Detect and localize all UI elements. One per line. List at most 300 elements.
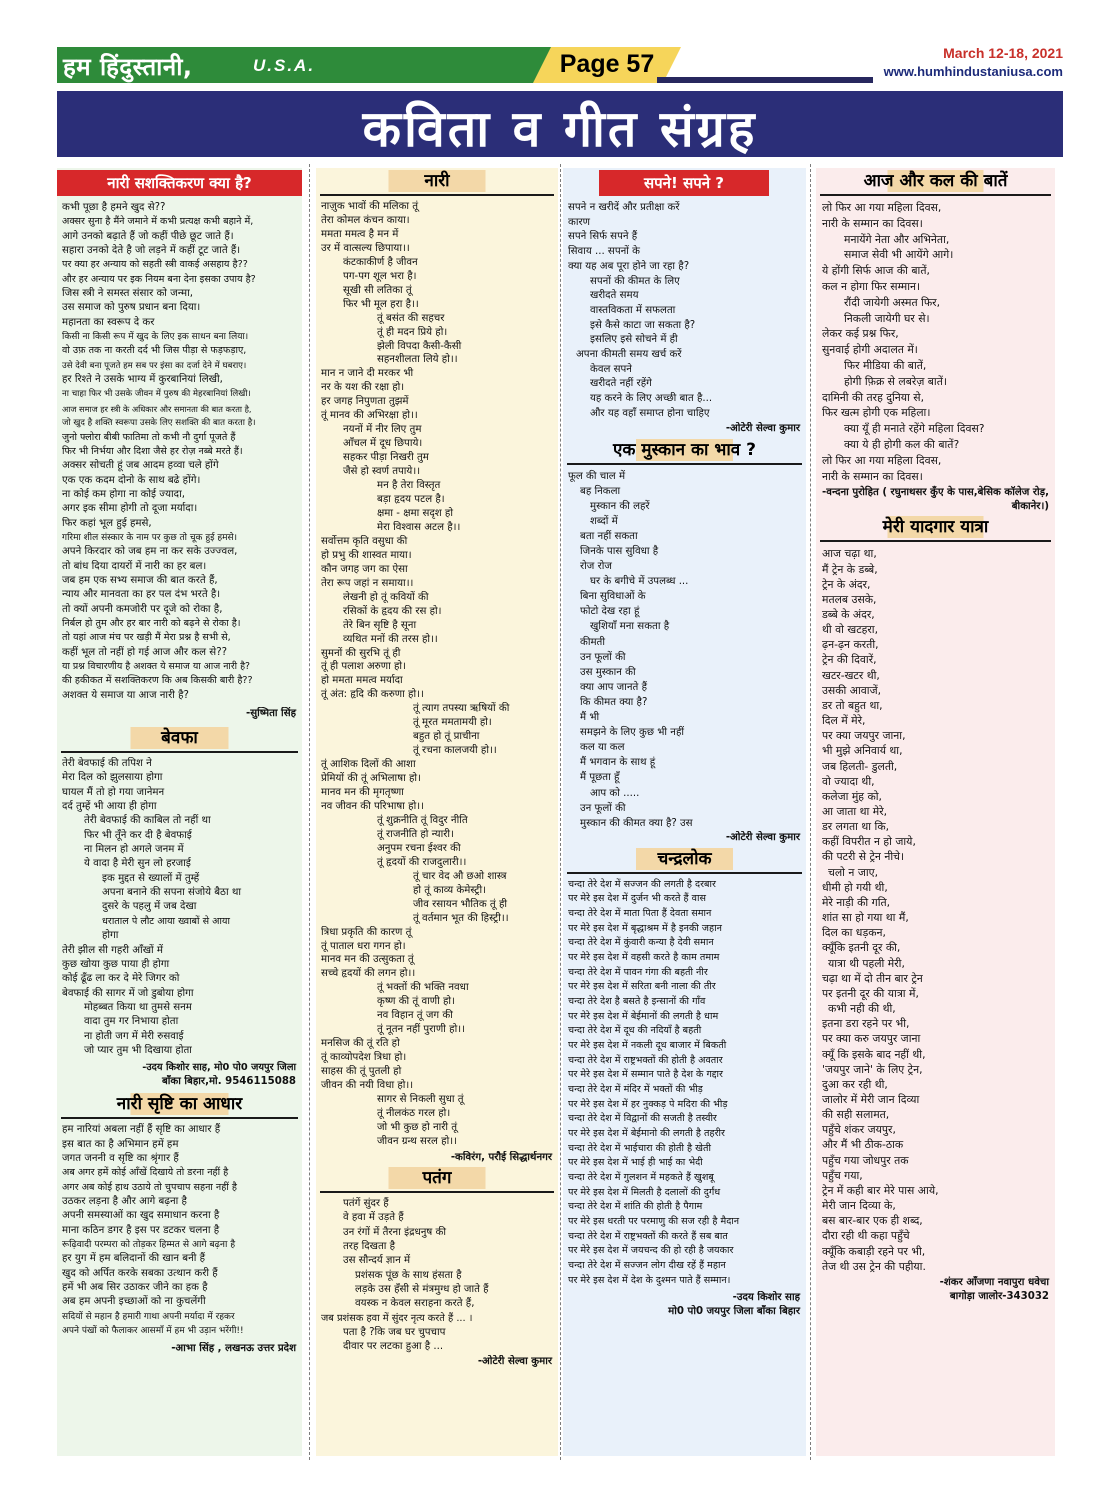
poem-line: पर मेरे इस देश में सम्मान पाते है देश के गद्दार <box>568 1069 723 1081</box>
poem-line: सच्चे हृदयों की लगन हो।। <box>321 968 416 980</box>
poem-line: और हर अन्याय पर इक नियम बना देना इसका उपाय है? <box>62 273 256 285</box>
poem-line: या प्रश्न विचारणीय है अशक्त ये समाज या आज नारी है? <box>62 661 251 672</box>
poem-line: की हकीकत में सशक्तिकरण कि अब किसकी बारी है?? <box>62 675 253 687</box>
poem-line: फोटो देख रहा हूं <box>580 606 640 618</box>
poem-line: अपना कीमती समय खर्च करें <box>576 349 682 361</box>
poem-line: उन रंगों में तैरना इंद्रधनुष की <box>343 1226 447 1238</box>
header-divider <box>657 77 873 83</box>
poem-line: मेरा विश्वास अटल है।। <box>377 521 461 533</box>
poem-line: पर क्या करु जयपुर जाना <box>822 1032 921 1046</box>
poem-line: तेरी झील सी गहरी आँखों में <box>62 944 164 956</box>
poem-line: क्यूँकि कबाड़ी रहने पर भी, <box>822 1244 926 1258</box>
poem-line: समाज सेवी भी आयेंगे आगे। <box>844 248 954 262</box>
poem-line: दिल का धड़कन, <box>822 926 886 940</box>
poem-line: चन्दा तेरे देश में गुलशन में महकते हैं खुशबू <box>568 1171 714 1183</box>
poem-line: अक्सर सोचती हूं जब आदम हव्वा चले होंगे <box>62 460 219 472</box>
poem-line: तो यहां आज मंच पर खड़ी मैं मेरा प्रश्न है सभी से, <box>62 632 231 644</box>
poem-line: कल न होगा फिर सम्मान। <box>822 279 921 293</box>
poem-line: उन फूलों की <box>580 802 626 814</box>
poem-line: तूं ही पलाश अरुणा हो। <box>321 661 406 673</box>
poem-line: सूखी सी लतिका तूं <box>343 284 412 296</box>
poem-body <box>563 201 806 422</box>
poem-line: शांत सा हो गया था मैं, <box>822 911 909 925</box>
poem-author: -ओटेरी सेल्वा कुमार <box>725 831 800 843</box>
poem-line: डर लगता था कि, <box>822 820 890 834</box>
poem-body <box>316 1197 558 1355</box>
poem-line: पर मेरे इस देश में देश के दुश्मन पाते हैं सम्मान। <box>568 1274 731 1286</box>
poem-line: न्याय और मानवता का हर पल दंभ भरते है। <box>62 589 221 601</box>
poem-line: जिनके पास सुविधा है <box>580 546 659 558</box>
poem-line: उसे देवी बना पूजते हम सब पर इंसा का दर्जा देने में घबराए। <box>62 360 247 371</box>
poem-line: की पटरी से ट्रेन नीचे। <box>822 850 905 864</box>
poem-line: चन्दा तेरे देश में मंदिर में भक्तों की भीड़ <box>568 1083 703 1095</box>
poem-line: तेरा रूप जहां न समाया।। <box>321 577 414 589</box>
poem-line: तेज थी उस ट्रेन की पहीया. <box>822 1259 926 1273</box>
poem-line: कल या कल <box>580 742 625 754</box>
poem-line: तूं राजनीति हो न्यारी। <box>377 828 454 840</box>
column-separator <box>560 164 561 1460</box>
poem-line: लेकर कई प्रश्न फिर, <box>822 327 899 341</box>
poem-line: रौंदी जायेगी अस्मत फिर, <box>844 295 941 309</box>
poem-line: हर जगह निपुणता तुझमें <box>321 396 409 408</box>
poem-line: हो ममता ममत्व मर्यादा <box>321 675 403 687</box>
poem-line: क्या यह अब पूरा होने जा रहा है? <box>568 260 690 272</box>
poem-line: निकली जायेगी घर से। <box>844 311 930 325</box>
poem-line: हो तूं काव्य केमेस्ट्री। <box>413 884 486 896</box>
poem-line: और मैं भी ठीक-ठाक <box>822 1138 904 1152</box>
poem-line: उसकी आवाजें, <box>822 683 882 697</box>
poem-line: कंटकाकीर्ण है जीवन <box>343 256 418 268</box>
poem-author: -कविरंग, परौई सिद्धार्थनगर <box>450 1151 552 1163</box>
poem-line: केवल सपने <box>590 363 632 375</box>
poem-line: अगर अब कोई हाथ उठाये तो चुपचाप सहना नहीं है <box>62 1181 237 1193</box>
poem-line: तूं हृदयों की राजदुलारी।। <box>377 856 467 868</box>
poem-line: अपने पंखों को फैलाकर आसमाँ में हम भी उड़ान भरेंगी!! <box>62 1326 244 1337</box>
poem-line: दौरा रही थी कहा पहुँचे <box>822 1229 910 1243</box>
poem-author: -उदय किशोर साह, मो0 पो0 जयपुर जिला <box>142 1062 296 1074</box>
poem-line: इसे कैसे काटा जा सकता है? <box>590 319 696 331</box>
poem-line: मानव मन की उत्सुकता तूं <box>321 954 414 966</box>
poem-line: खरीदते नहीं रहेंगे <box>590 378 652 390</box>
title-rule <box>320 194 554 196</box>
poem-line: पर मेरे इस देश में सरिता बनी नाला की तीर <box>568 981 716 993</box>
poem-line: तूं मूरत ममतामयी हो। <box>413 717 492 729</box>
poem-line: उर में वात्सल्य छिपाया।। <box>321 242 410 254</box>
poem-line: जैसे हो स्वर्ण तपाये।। <box>343 466 421 478</box>
poem-line: बस बार-बार एक ही शब्द, <box>822 1214 923 1228</box>
website-link[interactable]: www.humhindustaniusa.com <box>883 64 1063 79</box>
poem-line: डब्बे के अंदर, <box>822 607 875 621</box>
poem-line: मन है तेरा विस्तृत <box>377 480 441 492</box>
poem-line: हर युग में हम बलिदानों की खान बनी हैं <box>62 1253 206 1265</box>
poem-body <box>563 878 806 1288</box>
poem-line: ट्रेन की दिवारें, <box>822 653 877 667</box>
poem-line: तूं रचना कालजयी हो।। <box>413 745 497 757</box>
poem-line: पर मेरे इस देश में दुर्जन भी करते हैं वास <box>568 893 706 905</box>
title-rule <box>61 751 298 753</box>
title-rule <box>567 463 802 465</box>
poem-line: ट्रेन में कही बार मेरे पास आये, <box>822 1183 939 1197</box>
poem-line: आज चढ़ा था, <box>822 547 877 561</box>
poem-line: महानता का स्वरूप दे कर <box>62 316 155 328</box>
poem-line: सहारा उनको देते है जो लड़ने में कहीं टूट जाते हैं। <box>62 245 241 257</box>
poem-line: सहनशीलता लिये हो।। <box>377 354 458 366</box>
poem-author: -वन्दना पुरोहित ( रघुनाथसर कुँए के पास,बेसिक कॉलेज रोड़, बीकानेर।) <box>822 487 1049 513</box>
poem-line: जीवन ग्रन्थ सरल हो।। <box>377 1135 457 1147</box>
poem-line: अनुपम रचना ईश्वर की <box>377 842 461 854</box>
poem-line: मोहब्बत किया था तुमसे सनम <box>84 1001 192 1013</box>
poem-line: लो फिर आ गया महिला दिवस, <box>822 453 942 467</box>
poem-line: यात्रा थी पहली मेरी, <box>828 956 905 970</box>
poem-line: समझने के लिए कुछ भी नहीं <box>580 727 684 739</box>
poem-line: रूढ़िवादी परम्परा को तोड़कर हिम्मत से आगे बढ़ना है <box>62 1239 236 1250</box>
poem-title: चन्द्रलोक <box>563 848 806 870</box>
poem-line: प्रशंसक पूंछ के साथ हंसता है <box>355 1269 462 1281</box>
poem-line: त्रिधा प्रकृति की कारण तूं <box>321 926 412 938</box>
poem-line: उस सौन्दर्य ज्ञान में <box>343 1255 411 1267</box>
poem-line: मैं ट्रेन के डब्बे, <box>822 562 878 576</box>
poem-line: माना कठिन डगर है इस पर डटकर चलना है <box>62 1224 220 1236</box>
masthead-usa: U.S.A. <box>253 56 316 75</box>
poem-line: आप को ..... <box>590 787 640 799</box>
poem-line: डर तो बहुत था, <box>822 698 883 712</box>
poem-line: तूं अंत: हृदि की करुणा हो।। <box>321 689 424 701</box>
poem-line: तरह दिखता है <box>343 1240 396 1252</box>
poem-line: होगा <box>102 930 119 942</box>
poem-line: क्षमा - क्षमा सदृश हो <box>377 507 453 519</box>
poem-line: चलो न जाए, <box>828 865 879 879</box>
poem-line: अपना बनाने की सपना संजोये बैठा था <box>102 887 241 899</box>
poem-line: दर्द तुम्हें भी आया ही होगा <box>62 801 157 813</box>
poem-line: सपने न खरीदें और प्रतीक्षा करें <box>568 202 680 213</box>
poem-line: कोई ढूँढ ला कर दे मेरे जिगर को <box>62 973 180 985</box>
poem-line: मुस्कान की कीमत क्या है? उस <box>580 817 693 829</box>
poem-author: -आभा सिंह , लखनऊ उत्तर प्रदेश <box>171 1343 296 1355</box>
poem-line: ट्रेन के अंदर, <box>822 577 871 591</box>
poem-line: जब हम एक सभ्य समाज की बात करते हैं, <box>62 574 218 586</box>
poem-line: मानव मन की मृगतृष्णा <box>321 787 404 799</box>
poem-line: यह करने के लिए अच्छी बात है... <box>590 393 713 405</box>
poem-line: साहस की तूं पुतली हो <box>321 1066 402 1078</box>
poem-line: सागर से निकली सुधा तूं <box>377 1094 464 1105</box>
poem-line: दुआ कर रही थी, <box>822 1077 888 1091</box>
poem-line: उस समाज को पुरुष प्रधान बना दिया। <box>62 302 201 314</box>
poem-line: की सही सलामत, <box>822 1108 890 1122</box>
poem-line: वे हवा में उड़ते हैं <box>343 1212 404 1224</box>
poem-line: तेरा कोमल कंचन काया। <box>321 214 410 226</box>
poem-line: फिर भी निर्भया और दिशा जैसे हर रोज़ नब्बे मरते हैं। <box>62 445 243 457</box>
poem-line: नव जीवन की परिभाषा हो।। <box>321 800 424 812</box>
poem-body <box>57 201 302 703</box>
poem-line: चढ़ा था में दो तीन बार ट्रेन <box>822 971 923 985</box>
poem-line: अपने किरदार को जब हम ना कर सके उज्ज्वल, <box>62 546 238 558</box>
poem-line: तो बांध दिया दायरों में नारी का हर बल। <box>62 560 207 572</box>
poem-line: फूल की चाल में <box>568 470 626 482</box>
poem-line: खुद को अर्पित करके सबका उत्थान करी हैं <box>62 1267 218 1279</box>
masthead-bar <box>57 47 1063 83</box>
poem-line: जगत जननी व सृष्टि का श्रृंगार हैं <box>62 1152 179 1164</box>
poem-line: किसी ना किसी रूप में खुद के लिए इक साधन बना लिया। <box>62 332 249 343</box>
poem-line: पर मेरे इस देश में बृद्धाश्रम में है इनकी जहान <box>568 922 722 934</box>
poem-line: रसिकों के हृदय की रस हो। <box>343 605 442 617</box>
poem-line: चन्दा तेरे देश में कुंवारी कन्या है देवी समान <box>568 937 714 949</box>
poem-line: आ जाता था मेरे, <box>822 805 888 818</box>
poem-line: कभी पूछा है हमने खुद से?? <box>62 202 166 213</box>
poem-line: तो क्यों अपनी कमजोरी पर दूजे को रोका है, <box>62 603 223 615</box>
poem-line: तूं नूतन नहीं पुराणी हो।। <box>377 1024 465 1036</box>
poem-line: ना मिलन हो अगले जनम में <box>84 844 184 856</box>
poem-line: इतना डरा रहने पर भी, <box>822 1017 910 1031</box>
column-separator <box>309 164 310 1460</box>
column-4 <box>816 168 1055 1456</box>
poem-line: जो प्यार तुम भी दिखाया होता <box>84 1044 192 1056</box>
poem-line: निर्बल हो तुम और हर बार नारी को बढ़ने से रोका है। <box>62 617 241 629</box>
poem-line: चन्दा तेरे देश में भाईचारा की होती है खेती <box>568 1142 711 1154</box>
poem-line: नयनों में नीर लिए तुम <box>343 424 422 436</box>
poem-line: ये होंगी सिर्फ आज की बातें, <box>822 264 930 278</box>
poem-line: तूं नीलकंठ गरल हो। <box>377 1107 451 1119</box>
poem-body <box>563 469 806 831</box>
poem-line: सिवाय ... सपनों के <box>568 246 640 258</box>
poem-line: पर क्या जयपुर जाना, <box>822 729 906 743</box>
poem-line: वो उफ़ तक ना करती दर्द भी जिस पीड़ा से फड़फड़ाए, <box>62 345 247 357</box>
poem-line: अगर इक सीमा होगी तो दूजा मर्यादा। <box>62 503 198 515</box>
poem-line: जो भी कुछ हो नारी तूं <box>377 1121 458 1133</box>
poem-line: चन्दा तेरे देश में माता पिता हैं देवता समान <box>568 908 712 920</box>
poem-line: पहुँच गया जोधपुर तक <box>822 1153 909 1167</box>
poem-line: मुस्कान की लहरें <box>590 500 650 512</box>
poem-line: कहीं विपरीत न हो जाये, <box>822 835 916 849</box>
poem-line: पर मेरे इस धरती पर परमाणु की सज रही है मैदान <box>568 1215 740 1227</box>
poem-line: ना कोई कम होगा ना कोई ज्यादा, <box>62 488 185 500</box>
poem-line: पहुँचे शंकर जयपुर, <box>822 1123 896 1137</box>
poem-line: धीमी हो गयी थी, <box>822 880 888 894</box>
poem-line: मनसिज की तूं रति हो <box>321 1038 400 1050</box>
poem-line: क्या ये ही होगी कल की बातें? <box>844 437 960 451</box>
poem-line: पर मेरे इस देश में जयचन्द की हो रही है जयकार <box>568 1245 734 1257</box>
poem-line: मेरे नाड़ी की गति, <box>822 895 891 909</box>
poem-line: खटर-खटर थी, <box>822 668 880 682</box>
poem-line: इस बात का है अभिमान हमें हम <box>62 1138 179 1150</box>
poem-line: हम नारियां अबला नहीं हैं सृष्टि का आधार हैं <box>62 1124 221 1136</box>
poem-line: आँचल में दूध छिपाये। <box>343 438 423 450</box>
poem-line: जुनो फ्लोरा बीबी फातिमा तो कभी नौ दुर्गा पूजते हैं <box>62 431 236 443</box>
issue-date: March 12-18, 2021 <box>943 45 1063 61</box>
poem-line: चन्दा तेरे देश में पावन गंगा की बहती नीर <box>568 966 708 978</box>
poem-line: फिर कहां भूल हुई हमसे, <box>62 517 152 529</box>
poem-line: झेली विपदा कैसी-कैसी <box>377 340 462 352</box>
poem-line: क्यूँकि इतनी दूर की, <box>822 941 901 955</box>
title-rule <box>567 872 802 874</box>
poem-line: तूं चार वेद औ छओ शास्त्र <box>413 870 507 882</box>
poem-line: घायल मैं तो हो गया जानेमन <box>62 786 165 798</box>
poem-line: पतंगें सुंदर हैं <box>343 1197 389 1209</box>
poem-line: तूं आशिक दिलों की आशा <box>321 759 416 771</box>
poem-line: ना चाहा फिर भी उसके जीवन में पुरुष की मेहरबानियां लिखी। <box>62 389 251 400</box>
column-2 <box>316 168 558 1456</box>
poem-line: पर इतनी दूर की यात्रा में, <box>822 986 919 1000</box>
poem-line: फिर खत्म होगी एक महिला। <box>822 406 931 420</box>
poem-line: क्यूँ कि इसके बाद नहीं थी, <box>822 1047 926 1061</box>
poem-line: थी वो खटहरा, <box>822 623 879 637</box>
poem-line: पहुँच गया, <box>822 1168 863 1182</box>
poem-line: तूं शुक्रनीति तूं विदुर नीति <box>377 814 468 826</box>
page-number: Page 57 <box>559 50 655 78</box>
poem-line: लेखनी हो तूं कवियों की <box>343 591 429 603</box>
poem-line: आगे उनको बढ़ाते हैं जो कहीं पीछे छूट जाते हैं। <box>62 230 234 242</box>
poem-line: शब्दों में <box>590 515 618 527</box>
poem-line: बता नहीं सकता <box>580 530 638 542</box>
poem-line: मैं भी <box>580 712 600 724</box>
poem-line: 'जयपुर जाने' के लिए ट्रेन, <box>822 1062 923 1076</box>
poem-title: पतंग <box>316 1167 558 1189</box>
poem-line: इक मुद्दत से ख्यालों में तुम्हें <box>102 872 200 884</box>
poem-line: ना होती जग में मेरी रुसवाई <box>84 1030 184 1042</box>
poem-author: -ओटेरी सेल्वा कुमार <box>477 1355 552 1367</box>
poem-line: मान न जाने दी मरकर भी <box>321 368 414 380</box>
poem-line: रोज रोज <box>580 561 612 573</box>
title-rule <box>820 540 1051 542</box>
poem-line: अपनी समस्याओं का खुद समाधान करना है <box>62 1210 220 1222</box>
poem-line: जो खुद है शक्ति स्वरूपा उसके लिए सशक्ति की बात करता है। <box>62 418 256 429</box>
poem-line: तूं ही मदन प्रिये हो। <box>377 326 448 338</box>
poem-author-address: बागोड़ा जालोर-343032 <box>949 1290 1049 1302</box>
poem-body <box>57 1123 302 1338</box>
poem-line: जीव रसायन भौतिक तूं ही <box>413 898 507 910</box>
poem-author-address: बाँका बिहार,मो. 9546115088 <box>161 1076 296 1088</box>
poem-line: पर मेरे इस देश में बेईमानो की लगती है तहरीर <box>568 1127 725 1139</box>
poem-line: वास्तविकता में सफलता <box>590 304 676 316</box>
poem-line: बिना सुविधाओं के <box>580 591 646 603</box>
poem-author: -सुष्मिता सिंह <box>246 708 296 720</box>
poem-line: बह निकला <box>580 485 621 497</box>
poem-line: लड़के उस हँसी से मंत्रमुग्ध हो जाते हैं <box>355 1283 489 1295</box>
poem-line: तूं त्याग तपस्या ऋषियों की <box>413 703 510 715</box>
poem-line: फिर भी तूँने कर दी है बेवफाई <box>84 829 192 841</box>
poem-line: पर मेरे इस देश में वहसी करते है काम तमाम <box>568 952 720 964</box>
masthead-name: हम हिंदुस्तानी, <box>63 53 193 81</box>
poem-line: मैं भगवान के साथ हूं <box>580 757 656 769</box>
poem-line: तूं वर्तमान भूत की हिस्ट्री।। <box>413 912 509 924</box>
poem-line: नव विहान तूं जग की <box>377 1010 453 1022</box>
poem-line: सर्वोत्तम कृति वसुधा की <box>321 535 408 547</box>
poem-line: क्या आप जानते हैं <box>580 681 647 693</box>
poem-line: तूं बसंत की सहचर <box>377 312 445 324</box>
poem-line: बहुत हो तूं प्राचीना <box>413 731 480 743</box>
poem-title: बेवफा <box>57 727 302 749</box>
poem-line: तेरे बिन सृष्टि है सूना <box>343 619 417 631</box>
poem-title: सपने! सपने ? <box>599 170 769 196</box>
poem-line: सपनों की कीमत के लिए <box>590 275 680 287</box>
poem-line: फिर भी मूल हरा है।। <box>343 298 419 310</box>
poem-line: सुनवाई होगी अदालत में। <box>822 343 918 357</box>
poem-line: मैं पूछता हूँ <box>580 772 620 784</box>
poem-line: कुछ खोया कुछ पाया ही होगा <box>62 958 170 970</box>
poem-body <box>57 757 302 1058</box>
title-rule <box>320 1191 554 1193</box>
poem-line: इसलिए इसे सोचने में ही <box>590 334 678 346</box>
poem-line: ममता ममत्व है मन में <box>321 228 399 240</box>
poem-line: जिस स्त्री ने समस्त संसार को जन्मा, <box>62 288 193 300</box>
poem-line: जब हिलती- डुलती, <box>822 759 898 773</box>
poem-line: हमें भी अब सिर उठाकर जीने का हक है <box>62 1282 208 1294</box>
poem-line: पर मेरे इस देश में मिलती है दलालों की दुर्गंध <box>568 1186 721 1198</box>
poem-line: दुसरे के पहलु में जब देखा <box>102 901 197 913</box>
poem-line: खरीदते समय <box>590 290 639 302</box>
title-rule <box>61 1117 298 1119</box>
poem-line: अक्सर सुना है मैंने जमाने में कभी प्रत्यक्ष कभी बहाने में, <box>62 216 254 228</box>
poem-line: बेवफाई की सागर में जो डुबोया होगा <box>62 987 194 999</box>
poem-line: कहीं भूल तो नहीं हो गई आज और कल से?? <box>62 646 228 658</box>
poem-line: धराताल पे लौट आया ख्वाबों से आया <box>102 915 230 927</box>
poem-line: कृष्ण की तूं वाणी हो। <box>377 996 455 1008</box>
poem-line: पर मेरे इस देश में भाई ही भाई का भेदी <box>568 1157 703 1169</box>
poem-line: कारण <box>568 216 590 228</box>
poem-line: जब प्रशंसक हवा में सुंदर नृत्य करते हैं ... । <box>321 1312 473 1324</box>
poem-line: पर क्या हर अन्याय को सहती स्त्री वाकई असहाय है?? <box>62 259 248 271</box>
poem-author: -ओटेरी सेल्वा कुमार <box>725 422 800 434</box>
poem-line: होगी फ़िक्र से लबरेज़ बातें। <box>844 374 947 388</box>
poem-title: नारी <box>316 170 558 192</box>
poem-line: पग-पग शूल भरा है। <box>343 270 417 282</box>
poem-line: चन्दा तेरे देश में शांति की होती है पैगाम <box>568 1201 703 1213</box>
poem-line: वादा तुम गर निभाया होता <box>84 1016 179 1028</box>
section-title: कविता व गीत संग्रह <box>362 100 758 158</box>
poem-line: हर रिश्ते ने उसके भाग्य में कुरबानियां लिखी, <box>62 374 223 386</box>
poem-line: तूं काव्योपदेश त्रिधा हो। <box>321 1052 407 1064</box>
poem-title: आज और कल की बातें <box>816 170 1055 192</box>
poem-line: पर मेरे इस देश में हर नुक्कड़ पे मदिरा की भीड़ <box>568 1098 728 1110</box>
poem-line: अशक्त ये समाज या आज नारी है? <box>62 689 189 701</box>
poem-line: बड़ा हृदय पटल है। <box>377 494 445 506</box>
poem-line: चन्दा तेरे देश में विद्वानों की सजती है तस्वीर <box>568 1113 717 1125</box>
poem-title: नारी सशक्तिकरण क्या है? <box>57 170 302 196</box>
poem-line: फिर मीडिया की बातें, <box>844 358 927 372</box>
poem-line: प्रेमियों की तूं अभिलाषा हो। <box>321 773 421 785</box>
poem-author: -शंकर आँजणा नवापुरा धवेचा <box>939 1276 1049 1288</box>
poem-line: कीमती <box>580 636 605 648</box>
poem-line: चन्दा तेरे देश में राष्ट्रभक्तों की करते हैं सब बात <box>568 1230 728 1242</box>
poem-line: मेरी जान दिव्या के, <box>822 1199 896 1213</box>
poem-line: जालोर में मेरी जान दिव्या <box>822 1092 920 1106</box>
poem-body <box>816 546 1055 1274</box>
poem-author-address: मो0 पो0 जयपुर जिला बाँका बिहार <box>668 1306 800 1318</box>
poem-line: तेरी बेवफाई की काबिल तो नहीं था <box>84 815 211 827</box>
poem-line: कभी नही की थी, <box>828 1002 896 1016</box>
poem-line: मनायेंगे नेता और अभिनेता, <box>844 232 950 246</box>
column-3 <box>563 168 806 1456</box>
poem-line: पता है ?कि जब घर चुपचाप <box>343 1326 446 1338</box>
poem-line: नर के यश की रक्षा हो। <box>321 382 405 394</box>
poem-line: ये वादा है मेरी सुन लो हरजाई <box>84 858 191 870</box>
poem-title: नारी सृष्टि का आधार <box>57 1093 302 1115</box>
title-rule <box>820 194 1051 196</box>
poem-line: हो प्रभु की शास्वत माया। <box>321 549 412 561</box>
poem-line: गरिमा शील संस्कार के नाम पर कुछ तो चूक हुई हमसे। <box>62 532 238 543</box>
poem-line: भी मुझे अनिवार्य था, <box>822 744 903 758</box>
poem-body <box>816 200 1055 484</box>
poem-title: एक मुस्कान का भाव ? <box>563 439 806 461</box>
poem-line: और यह वहाँ समाप्त होना चाहिए <box>590 407 710 419</box>
poem-line: सदियों से महान है हमारी गाथा अपनी मर्यादा में रहकर <box>62 1311 235 1322</box>
poem-line: घर के बगीचे में उपलब्ध ... <box>590 576 689 588</box>
poem-line: व्यथित मनों की तरस हो।। <box>343 633 438 645</box>
poem-line: ढ़न-ढ़न करती, <box>822 638 879 652</box>
poem-body <box>316 200 558 1149</box>
poem-line: दीवार पर लटका हुआ है ... <box>343 1341 444 1353</box>
section-banner <box>57 91 1063 157</box>
poem-line: चन्दा तेरे देश में सज्जन लोग दीख रहें हैं महान <box>568 1259 726 1271</box>
